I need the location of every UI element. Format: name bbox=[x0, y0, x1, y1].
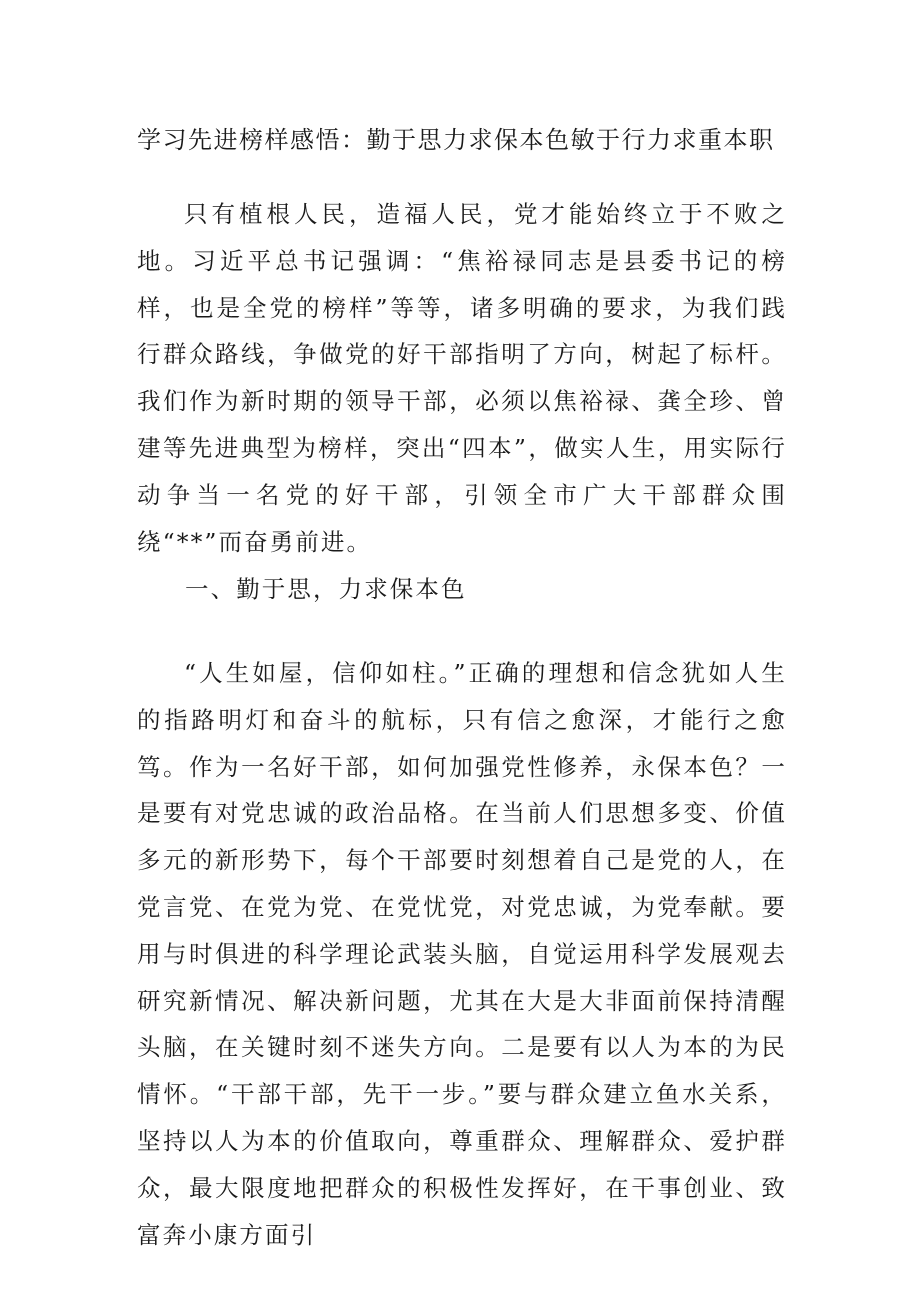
section-heading: 一、勤于思，力求保本色 bbox=[185, 575, 467, 603]
body-paragraph: “人生如屋，信仰如柱。”正确的理想和信念犹如人生的指路明灯和奋斗的航标，只有信之愈深，才能行之愈笃。作为一名好干部，如何加强党性修养，永保本色？一是要有对党忠诚的政治品格。在当前人们思想多变、价值多元的新形势下，每个干部要时刻想着自己是党的人，在党言党、在党为党、在党忧党，对党忠诚，为党奉献。要用与时俱进的科学理论武装头脑，自觉运用科学发展观去研究新情况、解决新问题，尤其在大是大非面前保持清醒头脑，在关键时刻不迷失方向。二是要有以人为本的为民情怀。“干部干部，先干一步。”要与群众建立鱼水关系，坚持以人为本的价值取向，尊重群众、理解群众、爱护群众，最大限度地把群众的积极性发挥好，在干事创业、致富奔小康方面引 bbox=[137, 659, 787, 1249]
document-title: 学习先进榜样感悟：勤于思力求保本色敏于行力求重本职 bbox=[137, 126, 775, 154]
intro-paragraph: 只有植根人民，造福人民，党才能始终立于不败之地。习近平总书记强调：“焦裕禄同志是县委书记的榜样，也是全党的榜样”等等，诸多明确的要求，为我们践行群众路线，争做党的好干部指明了方向，树起了标杆。我们作为新时期的领导干部，必须以焦裕禄、龚全珍、曾建等先进典型为榜样，突出“四本”，做实人生，用实际行动争当一名党的好干部，引领全市广大干部群众围绕“**”而奋勇前进。 bbox=[137, 200, 787, 556]
